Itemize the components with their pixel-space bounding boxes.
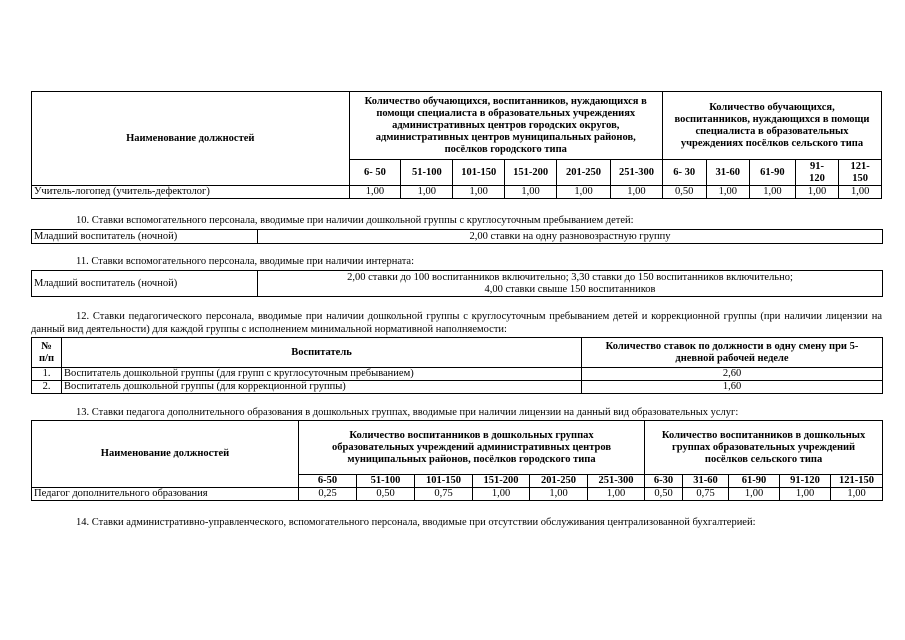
- section-11-text: 11. Ставки вспомогательного персонала, вводимые при наличии интерната:: [76, 256, 415, 267]
- additional-education-table: [31, 420, 883, 501]
- section-13-text: 13. Ставки педагога дополнительного образования в дошкольных группах, вводимые при наличии лицензии на данный вид образовательных услуг:: [76, 407, 739, 418]
- rate-value: 0,25: [299, 488, 357, 501]
- rate-value: 1,00: [610, 186, 662, 199]
- range-header: 91-120: [780, 475, 831, 488]
- rate-value: 0,50: [357, 488, 415, 501]
- rate-value: 1,60: [582, 381, 883, 394]
- rate-value: 1,00: [349, 186, 401, 199]
- rate-value: 1,00: [453, 186, 505, 199]
- rate-description-line: 4,00 ставки свыше 150 воспитанников: [484, 283, 656, 295]
- range-header: 31-60: [706, 160, 750, 186]
- number-column-header: № п/п: [32, 338, 62, 368]
- rural-count-header: Количество обучающихся, воспитанников, нуждающихся в помощи специалиста в образовательных учреждениях посёлков сельского типа: [662, 92, 881, 160]
- rate-description-line: 2,00 ставки до 100 воспитанников включительно; 3,30 ставки до 150 воспитанников включительно;: [347, 271, 793, 283]
- range-header: 61-90: [729, 475, 780, 488]
- position-name: Воспитатель дошкольной группы (для коррекционной группы): [62, 381, 582, 394]
- section-10-text: 10. Ставки вспомогательного персонала, вводимые при наличии дошкольной группы с круглосуточным пребыванием детей:: [76, 215, 634, 226]
- position-name: Младший воспитатель (ночной): [32, 230, 258, 244]
- range-header: 151-200: [473, 475, 530, 488]
- rate-value: 1,00: [706, 186, 750, 199]
- position-name: Педагог дополнительного образования: [32, 488, 299, 501]
- rate-value: 1,00: [750, 186, 796, 199]
- section-12-text: 12. Ставки педагогического персонала, вводимые при наличии дошкольной группы с круглосуточным пребыванием детей и коррекционной группы (при наличии лицензии на данный вид деятельности) для каждой группы с исполнением минимальной нормативной наполняемости:: [31, 311, 882, 335]
- range-header: 151-200: [505, 160, 557, 186]
- range-header: 6-50: [299, 475, 357, 488]
- range-header: 6- 30: [662, 160, 706, 186]
- rate-value: 1,00: [505, 186, 557, 199]
- range-header: 201-250: [557, 160, 611, 186]
- rate-value: 2,60: [582, 368, 883, 381]
- position-name: Воспитатель дошкольной группы (для групп с круглосуточным пребыванием): [62, 368, 582, 381]
- rate-value: 0,50: [662, 186, 706, 199]
- section-14-text: 14. Ставки административно-управленческого, вспомогательного персонала, вводимые при отсутствии обслуживания централизованной бухгалтерией:: [76, 517, 756, 528]
- rate-value: 0,50: [645, 488, 683, 501]
- position-column-header: Наименование должностей: [32, 92, 350, 186]
- rate-value: 0,75: [683, 488, 729, 501]
- section-11-table: [31, 270, 883, 297]
- range-header: 101-150: [415, 475, 473, 488]
- range-header: 201-250: [530, 475, 588, 488]
- range-header: 51-100: [401, 160, 453, 186]
- position-name: Учитель-логопед (учитель-дефектолог): [32, 186, 350, 199]
- rate-value: 0,75: [415, 488, 473, 501]
- row-number: 1.: [32, 368, 62, 381]
- range-header: 121-150: [831, 475, 883, 488]
- range-header: 91- 120: [795, 160, 839, 186]
- rate-value: 1,00: [401, 186, 453, 199]
- position-column-header: Наименование должностей: [32, 421, 299, 488]
- rate-value: 1,00: [795, 186, 839, 199]
- range-header: 61-90: [750, 160, 796, 186]
- section-10-table: [31, 229, 883, 244]
- rate-value: 1,00: [839, 186, 882, 199]
- rate-value: 1,00: [831, 488, 883, 501]
- rate-value: 1,00: [588, 488, 645, 501]
- urban-count-header: Количество обучающихся, воспитанников, нуждающихся в помощи специалиста в образовательных учреждениях административных центров городских округов, административных центров муниципальных районов, посёлков городского типа: [349, 92, 662, 160]
- rate-description: 2,00 ставки на одну разновозрастную группу: [258, 230, 883, 244]
- rate-count-column-header: Количество ставок по должности в одну смену при 5-дневной рабочей неделе: [582, 338, 883, 368]
- urban-count-header: Количество воспитанников в дошкольных группах образовательных учреждений административных центров муниципальных районов, посёлков городского типа: [299, 421, 645, 475]
- row-number: 2.: [32, 381, 62, 394]
- range-header: 251-300: [610, 160, 662, 186]
- range-header: 101-150: [453, 160, 505, 186]
- rate-value: 1,00: [530, 488, 588, 501]
- rate-value: 1,00: [473, 488, 530, 501]
- range-header: 51-100: [357, 475, 415, 488]
- range-header: 31-60: [683, 475, 729, 488]
- range-header: 6-30: [645, 475, 683, 488]
- rural-count-header: Количество воспитанников в дошкольных группах образовательных учреждений посёлков сельского типа: [645, 421, 883, 475]
- rate-value: 1,00: [780, 488, 831, 501]
- range-header: 121- 150: [839, 160, 882, 186]
- speech-therapist-table: [31, 91, 882, 199]
- range-header: 251-300: [588, 475, 645, 488]
- rate-value: 1,00: [557, 186, 611, 199]
- section-12-table: [31, 337, 883, 394]
- position-name: Младший воспитатель (ночной): [32, 271, 258, 297]
- rate-value: 1,00: [729, 488, 780, 501]
- range-header: 6- 50: [349, 160, 401, 186]
- educator-column-header: Воспитатель: [62, 338, 582, 368]
